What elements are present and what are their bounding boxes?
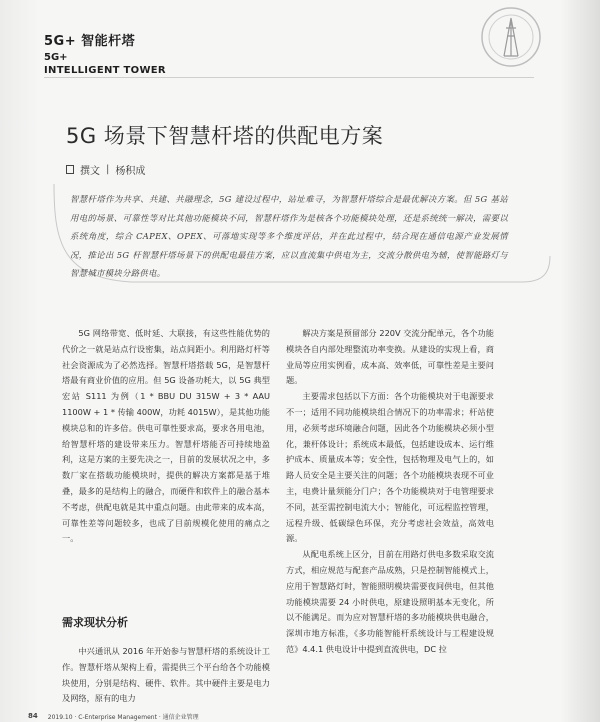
author-name: 杨积成 <box>115 166 146 177</box>
abstract: 智慧杆塔作为共享、共建、共融理念，5G 建设过程中，站址难寻，为智慧杆塔综合是最优解决方案。但 5G 基站用电的场景、可靠性等对比其他功能模块不同，智慧杆塔作为是核各个功能模块处理，还是系统统一解决，需要以系统角度，综合 CAPEX、OPEX、可落地实现等多个维度评估，并在此过程中，结合现在通信电源产业发展情况，推论出 5G 杆智慧杆塔场景下的供配电最佳方案，应以直流集中供电为主，交流分散供电为辅，使智能路灯与智慧城市模块分路供电。 <box>70 194 508 278</box>
header-divider <box>44 77 534 78</box>
column-title-cn: 5G+ 智能杆塔 <box>44 34 136 49</box>
paragraph: 中兴通讯从 2016 年开始参与智慧杆塔的系统设计工作。智慧杆塔从架构上看，需提供三个平台给各个功能模块使用，分别是结构、硬件、软件。其中硬件主要是电力及网络，原有的电力 <box>62 646 270 704</box>
tower-icon <box>480 6 542 68</box>
body-column-left <box>62 326 270 547</box>
column-title-en-short: 5G+ <box>44 52 68 63</box>
paragraph: 解决方案是预留部分 220V 交流分配单元，各个功能模块各自内部处理整流功率变换。从建设的实现上看，商业局等应用实例看，成本高、效率低，可靠性差是主要问题。 <box>286 328 494 386</box>
byline-label: 撰文 <box>80 166 100 177</box>
byline <box>66 162 145 177</box>
body-column-left-continued <box>62 644 270 707</box>
column-title-en: INTELLIGENT TOWER <box>44 65 166 76</box>
section-heading: 需求现状分析 <box>62 616 128 629</box>
paragraph: 5G 网络带宽、低时延、大联接，有这些性能优势的代价之一就是站点行设密集，站点间距小。利用路灯杆等社会资源成为了必然选择。智慧杆塔搭载 5G，是智慧杆塔最有商业价值的应用。但 5G 设备功耗大，以 5G 典型宏站 S111 为例（1 * BBU DU 315W + 3 * AAU 1100W + 1 * 传输 400W，功耗 4015W），是其他功能模块总和的许多倍。供电可靠性要求高，要求各用电池，给智慧杆塔的建设带来压力。智慧杆塔能否可持续地盈利，这是方案的主要先决之一，目前的发展状况之中，多数厂家在搭载功能模块时，提供的解决方案都是基于堆叠，最多的是结构上的融合，而硬件和软件上的融合基本不考虑，供配电就是其中重点问题。由此带来的成本高，可靠性差等问题较多，也成了目前规模化使用的痛点之一。 <box>62 328 270 544</box>
document-icon <box>66 165 74 174</box>
journal-info: 2019.10 · C-Enterprise Management · 通信企业管理 <box>47 714 199 721</box>
paragraph: 从配电系统上区分，目前在用路灯供电多数采取交流方式，相应规范与配套产品成熟，只是控制智能模式上，应用于智慧路灯时，智能照明模块需要夜间供电，但其他功能模块需要 24 小时供电，原建设照明基本无变化，所以不能满足。而为应对智慧杆塔的多功能模块供电融合，深圳市地方标准，《多功能智能杆系统设计与工程建设规范》4.4.1 供电设计中提到直流供电，DC 拉 <box>286 549 494 654</box>
article-title: 5G 场景下智慧杆塔的供配电方案 <box>66 124 384 148</box>
body-column-right <box>286 326 494 658</box>
column-header <box>44 30 166 76</box>
paragraph: 主要需求包括以下方面：各个功能模块对于电源要求不一；适用不同功能模块组合情况下的功率需求；杆站使用，必须考虑环境融合问题，因此各个功能模块必须小型化，兼杆体设计；系统成本最低，包括建设成本、运行维护成本、质量成本等；安全性，包括物理及电气上的，如路人员安全是主要关注的问题；各个功能模块表现不可业主，电费计量须能分门户；各个功能模块对于电管理要求不同，甚至需控制电流大小；智能化，可远程监控管理，远程升级、低碳绿色环保，充分考虑社会效益，高效电源。 <box>286 391 494 544</box>
page-number: 84 <box>28 712 38 720</box>
byline-separator: | <box>106 164 110 175</box>
page-footer <box>28 712 199 721</box>
